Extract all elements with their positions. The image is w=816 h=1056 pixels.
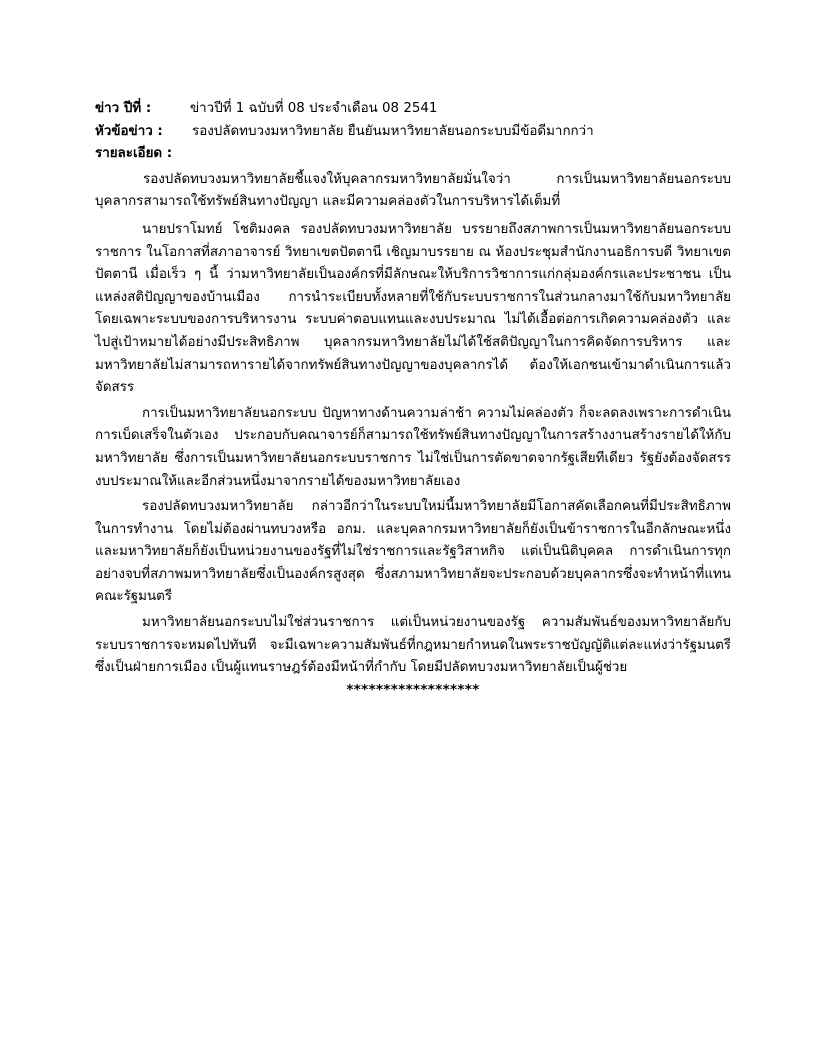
paragraph-3: การเป็นมหาวิทยาลัยนอกระบบ ปัญหาทางด้านความล่าช้า ความไม่คล่องตัว ก็จะลดลงเพราะการดำเนินการเบ็ดเสร็จในตัวเอง ประกอบกับคณาจารย์ก็สามารถใช้ทรัพย์สินทางปัญญาในการสร้างงานสร้างรายได้ให้กับมหาวิทยาลัย ซึ่งการเป็นมหาวิทยาลัยนอกระบบราชการ ไม่ใช่เป็นการตัดขาดจากรัฐเสียทีเดียว รัฐยังต้องจัดสรรงบประมาณให้และอีกส่วนหนึ่งมาจากรายได้ของมหาวิทยาลัยเอง bbox=[95, 405, 731, 489]
paragraph-5: มหาวิทยาลัยนอกระบบไม่ใช่ส่วนราชการ แต่เป็นหน่วยงานของรัฐ ความสัมพันธ์ของมหาวิทยาลัยกับระบบราชการจะหมดไปทันที จะมีเฉพาะความสัมพันธ์ที่กฎหมายกำหนดในพระราชบัญญัติแต่ละแห่งว่ารัฐมนตรีซึ่งเป็นฝ่ายการเมือง เป็นผู้แทนราษฎร์ต้องมีหน้าที่กำกับ โดยมีปลัดทบวงมหาวิทยาลัยเป็นผู้ช่วย bbox=[95, 615, 731, 676]
topic-label: หัวข้อข่าว : bbox=[95, 123, 163, 139]
paragraph-1: รองปลัดทบวงมหาวิทยาลัยชี้แจงให้บุคลากรมหาวิทยาลัยมั่นใจว่า การเป็นมหาวิทยาลัยนอกระบบ บุคลากรสามารถใช้ทรัพย์สินทางปัญญา และมีความคล่องตัวในการบริหารได้เต็มที่ bbox=[95, 171, 731, 210]
detail-row bbox=[95, 143, 731, 166]
issue-label: ข่าว ปีที่ : bbox=[95, 101, 152, 116]
topic-value: รองปลัดทบวงมหาวิทยาลัย ยืนยันมหาวิทยาลัยนอกระบบมีข้อดีมากกว่า bbox=[192, 123, 594, 139]
issue-row bbox=[95, 98, 731, 121]
detail-label: รายละเอียด : bbox=[95, 146, 173, 162]
end-marker: ****************** bbox=[346, 682, 480, 698]
paragraph-4: รองปลัดทบวงมหาวิทยาลัย กล่าวอีกว่าในระบบใหม่นี้มหาวิทยาลัยมีโอกาสคัดเลือกคนที่มีประสิทธิภาพในการทำงาน โดยไม่ต้องผ่านทบวงหรือ อกม. และบุคลากรมหาวิทยาลัยก็ยังเป็นข้าราชการในอีกลักษณะหนึ่ง และมหาวิทยาลัยก็ยังเป็นหน่วยงานของรัฐที่ไม่ใช่ราชการและรัฐวิสาหกิจ แต่เป็นนิติบุคคล การดำเนินการทุกอย่างจบที่สภาพมหาวิทยาลัยซึ่งเป็นองค์กรสูงสุด ซึ่งสภามหาวิทยาลัยจะประกอบด้วยบุคลากรซึ่งจะทำหน้าที่แทนคณะรัฐมนตรี bbox=[95, 499, 731, 605]
paragraph-2: นายปราโมทย์ โชติมงคล รองปลัดทบวงมหาวิทยาลัย บรรยายถึงสภาพการเป็นมหาวิทยาลัยนอกระบบราชการ ในโอกาสที่สภาอาจารย์ วิทยาเขตปัตตานี เชิญมาบรรยาย ณ ห้องประชุมสำนักงานอธิการบดี วิทยาเขตปัตตานี เมื่อเร็ว ๆ นี้ ว่ามหาวิทยาลัยเป็นองค์กรที่มีลักษณะให้บริการวิชาการแก่กลุ่มองค์กรและประชาชน เป็นแหล่งสติปัญญาของบ้านเมือง การนำระเบียบทั้งหลายที่ใช้กับระบบราชการในส่วนกลางมาใช้กับมหาวิทยาลัย โดยเฉพาะระบบของการบริหารงาน ระบบค่าตอบแทนและงบประมาณ ไม่ได้เอื้อต่อการเกิดความคล่องตัว และไปสู่เป้าหมายได้อย่างมีประสิทธิภาพ บุคลากรมหาวิทยาลัยไม่ได้ใช้สติปัญญาในการคิดจัดการบริหาร และมหาวิทยาลัยไม่สามารถหารายได้จากทรัพย์สินทางปัญญาของบุคลากรได้ ต้องให้เอกชนเข้ามาดำเนินการแล้วจัดสรร bbox=[95, 221, 731, 396]
news-document bbox=[95, 98, 731, 702]
topic-row bbox=[95, 121, 731, 144]
issue-value: ข่าวปีที่ 1 ฉบับที่ 08 ประจำเดือน 08 2541 bbox=[190, 101, 438, 116]
